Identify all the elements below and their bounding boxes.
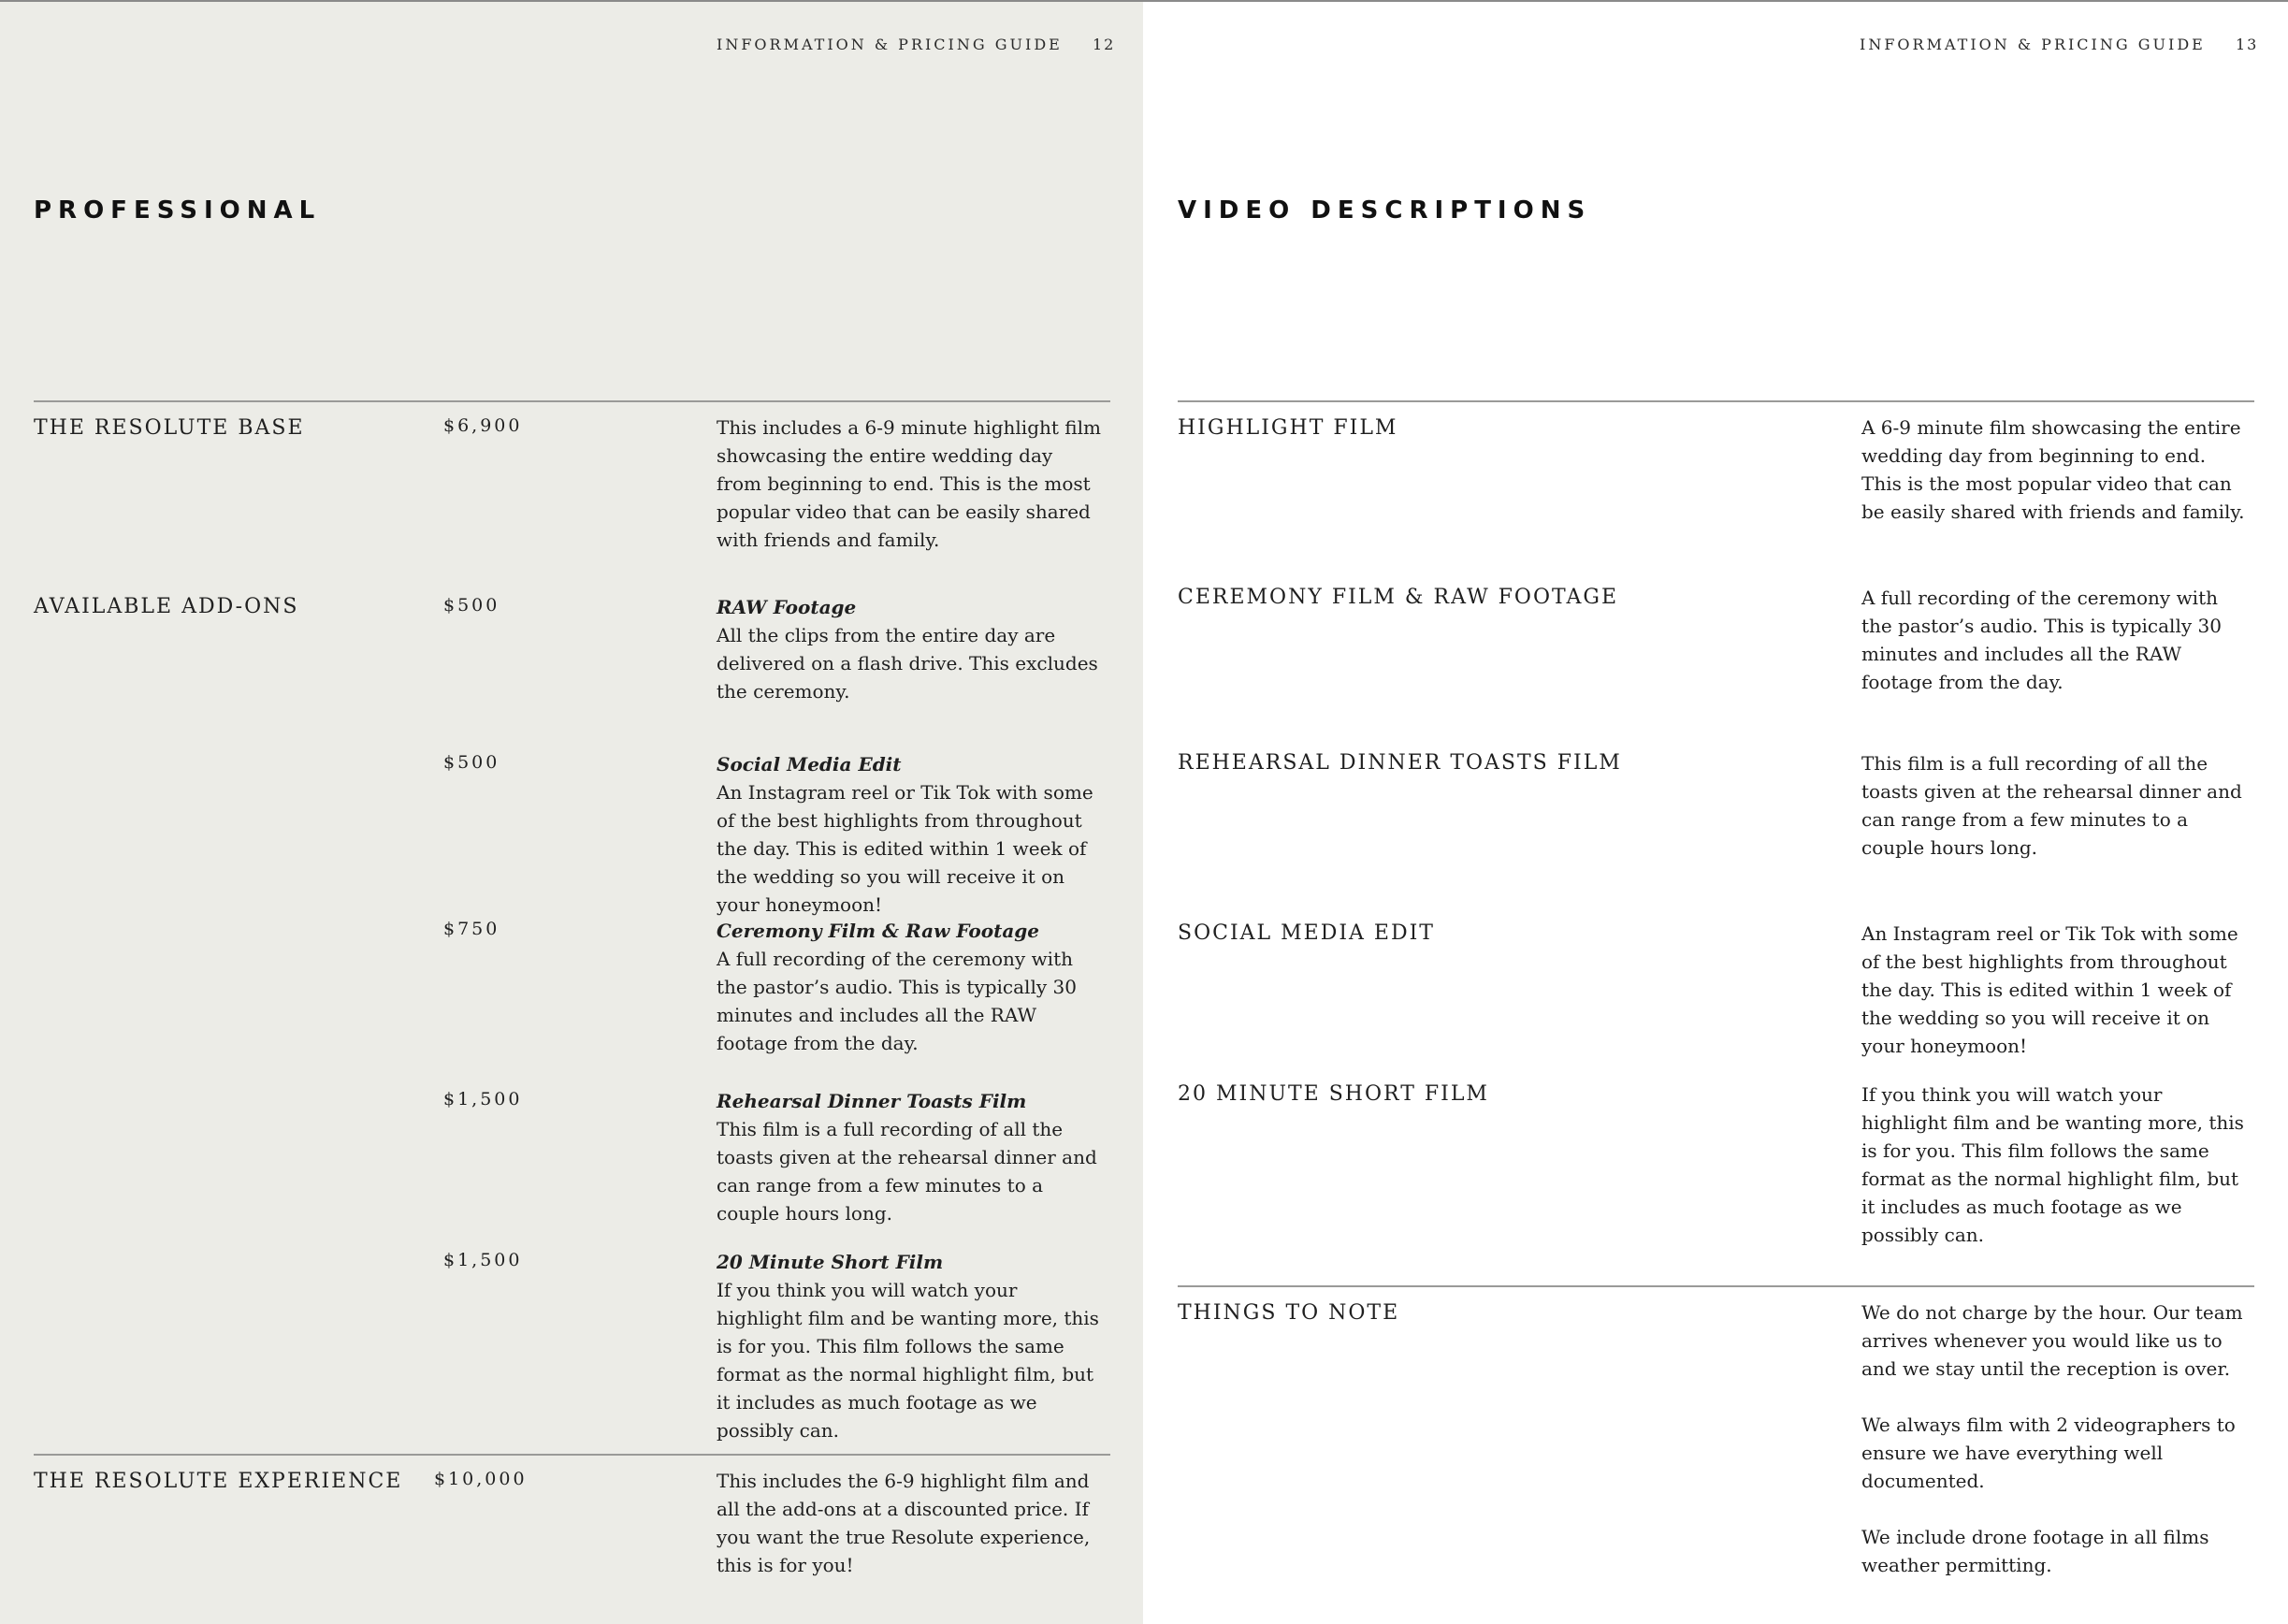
description-base: This includes a 6-9 minute highlight film showcasing the entire wedding day from beginning to end. This is the most popular video that can be easily shared with friends and family. — [717, 416, 1101, 551]
price-experience: $10,000 — [434, 1469, 528, 1489]
price-addon-short-film: $1,500 — [443, 1250, 523, 1270]
divider — [34, 1454, 1110, 1456]
video-label-rehearsal: REHEARSAL DINNER TOASTS FILM — [1178, 751, 1622, 775]
running-head: INFORMATION & PRICING GUIDE — [1860, 36, 2206, 53]
video-description-highlight: A 6-9 minute film showcasing the entire wedding day from beginning to end. This is the most popular video that can be easily shared with friends and family. — [1861, 416, 2245, 523]
price-addon-ceremony: $750 — [443, 919, 500, 939]
price-addon-raw: $500 — [443, 595, 500, 616]
right-page — [1143, 2, 2288, 1624]
note-item: We do not charge by the hour. Our team arrives whenever you would like us to and we stay until the reception is over. — [1861, 1301, 2243, 1380]
running-head: INFORMATION & PRICING GUIDE — [717, 36, 1063, 53]
addon-raw-footage: RAW Footage All the clips from the entire day are delivered on a flash drive. This excludes the ceremony. — [717, 593, 1102, 705]
divider — [34, 400, 1110, 402]
note-item: We include drone footage in all films weather permitting. — [1861, 1526, 2209, 1576]
section-title: VIDEO DESCRIPTIONS — [1178, 196, 1592, 225]
divider — [1178, 400, 2254, 402]
video-description-short-film: If you think you will watch your highlight film and be wanting more, this is for you. This film follows the same format as the normal highlight film, but it includes as much footage as we possibly can. — [1861, 1083, 2244, 1246]
video-description-ceremony: A full recording of the ceremony with the pastor’s audio. This is typically 30 minutes and includes all the RAW footage from the day. — [1861, 587, 2222, 693]
addon-rehearsal-toasts: Rehearsal Dinner Toasts Film This film is a full recording of all the toasts given at the rehearsal dinner and can range from a few minutes to a couple hours long. — [717, 1087, 1102, 1227]
package-label-base: THE RESOLUTE BASE — [34, 416, 305, 440]
video-label-social: SOCIAL MEDIA EDIT — [1178, 921, 1435, 945]
section-title: PROFESSIONAL — [34, 196, 322, 225]
divider — [1178, 1285, 2254, 1287]
video-description-rehearsal: This film is a full recording of all the toasts given at the rehearsal dinner and can range from a few minutes to a couple hours long. — [1861, 752, 2242, 859]
price-base: $6,900 — [443, 415, 523, 436]
addon-title: RAW Footage — [717, 596, 857, 618]
video-label-short-film: 20 MINUTE SHORT FILM — [1178, 1082, 1489, 1106]
left-page — [0, 2, 1143, 1624]
video-description-social: An Instagram reel or Tik Tok with some of the best highlights from throughout the day. This is edited within 1 week of the wedding so you will receive it on your honeymoon! — [1861, 922, 2238, 1057]
page-number: 13 — [2236, 36, 2259, 53]
price-addon-social: $500 — [443, 752, 500, 773]
note-item: We always film with 2 videographers to ensure we have everything well documented. — [1861, 1414, 2236, 1492]
addon-title: Social Media Edit — [717, 753, 902, 776]
notes-label: THINGS TO NOTE — [1178, 1301, 1400, 1325]
addon-social-media-edit: Social Media Edit An Instagram reel or Tik Tok with some of the best highlights from throughout the day. This is edited within 1 week of the wedding so you will receive it on your honeymoon! — [717, 750, 1102, 919]
price-addon-rehearsal: $1,500 — [443, 1089, 523, 1109]
addons-label: AVAILABLE ADD-ONS — [34, 595, 299, 618]
addon-ceremony-film: Ceremony Film & Raw Footage A full recording of the ceremony with the pastor’s audio. This is typically 30 minutes and includes all the RAW footage from the day. — [717, 917, 1102, 1057]
video-label-ceremony: CEREMONY FILM & RAW FOOTAGE — [1178, 586, 1619, 609]
video-label-highlight: HIGHLIGHT FILM — [1178, 416, 1398, 440]
addon-short-film: 20 Minute Short Film If you think you will watch your highlight film and be wanting more, this is for you. This film follows the same format as the normal highlight film, but it includes as much footage as we possibly can. — [717, 1248, 1102, 1444]
description-experience: This includes the 6-9 highlight film and all the add-ons at a discounted price. If you want the true Resolute experience, this is for you! — [717, 1470, 1091, 1576]
addon-title: Ceremony Film & Raw Footage — [717, 920, 1039, 942]
addon-title: Rehearsal Dinner Toasts Film — [717, 1090, 1027, 1112]
package-label-experience: THE RESOLUTE EXPERIENCE — [34, 1470, 403, 1493]
page-number: 12 — [1093, 36, 1116, 53]
addon-title: 20 Minute Short Film — [717, 1251, 944, 1273]
notes-list — [1861, 1298, 2247, 1579]
